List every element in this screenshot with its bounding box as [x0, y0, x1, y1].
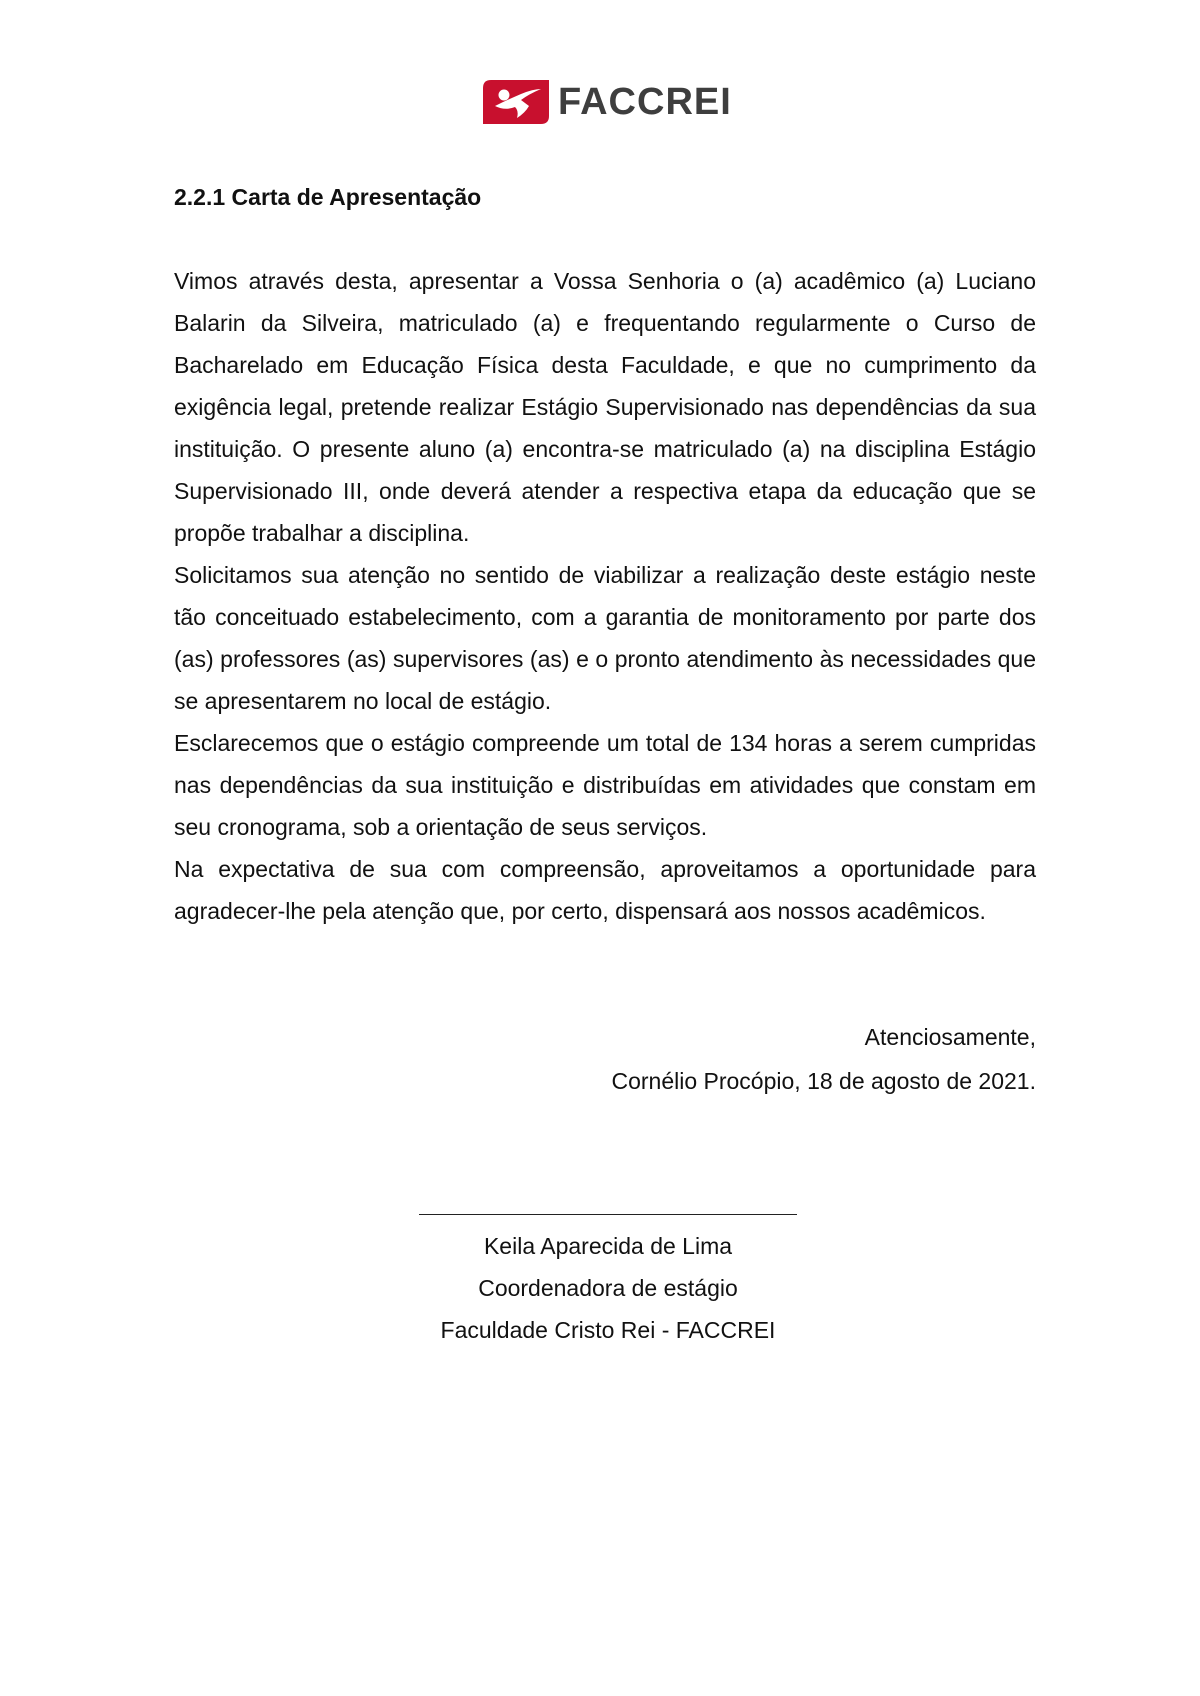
signatory-name: Keila Aparecida de Lima: [483, 1233, 733, 1259]
closing-place-date: Cornélio Procópio, 18 de agosto de 2021.: [611, 1068, 1036, 1094]
paragraph-introduction: Vimos através desta, apresentar a Vossa Senhoria o (a) acadêmico (a) Luciano Balarin da Silveira, matriculado (a) e frequentando regularmente o Curso de Bacharelado em Educação Física desta Faculdade, e que no cumprimento da exigência legal, pretende realizar Estágio Supervisionado nas dependências da sua instituição. O presente aluno (a) encontra-se matriculado (a) na disciplina Estágio Supervisionado III, onde deverá atender a respectiva etapa da educação que se propõe trabalhar a disciplina.: [174, 268, 1036, 546]
letter-body: [174, 176, 1036, 932]
faccrei-logo-mark-icon: [483, 80, 549, 124]
paragraph-thanks: Na expectativa de sua com compreensão, aproveitamos a oportunidade para agradecer-lhe pela atenção que, por certo, dispensará aos nossos acadêmicos.: [174, 856, 1036, 924]
closing-block: [611, 1015, 1036, 1103]
paragraph-request: Solicitamos sua atenção no sentido de viabilizar a realização deste estágio neste tão conceituado estabelecimento, com a garantia de monitoramento por parte dos (as) professores (as) supervisores (as) e o pronto atendimento às necessidades que se apresentarem no local de estágio.: [174, 562, 1036, 714]
faccrei-logo: [483, 79, 732, 125]
paragraph-hours: Esclarecemos que o estágio compreende um total de 134 horas a serem cumpridas nas dependências da sua instituição e distribuídas em atividades que constam em seu cronograma, sob a orientação de seus serviços.: [174, 730, 1036, 840]
faccrei-logo-text: FACCREI: [558, 81, 732, 123]
signatory-role: Coordenadora de estágio: [478, 1275, 738, 1301]
section-title: 2.2.1 Carta de Apresentação: [174, 184, 482, 210]
closing-salutation: Atenciosamente,: [864, 1024, 1036, 1050]
signatory-institution: Faculdade Cristo Rei - FACCREI: [440, 1317, 776, 1343]
signature-line: [419, 1214, 797, 1215]
signature-block: [360, 1225, 856, 1351]
